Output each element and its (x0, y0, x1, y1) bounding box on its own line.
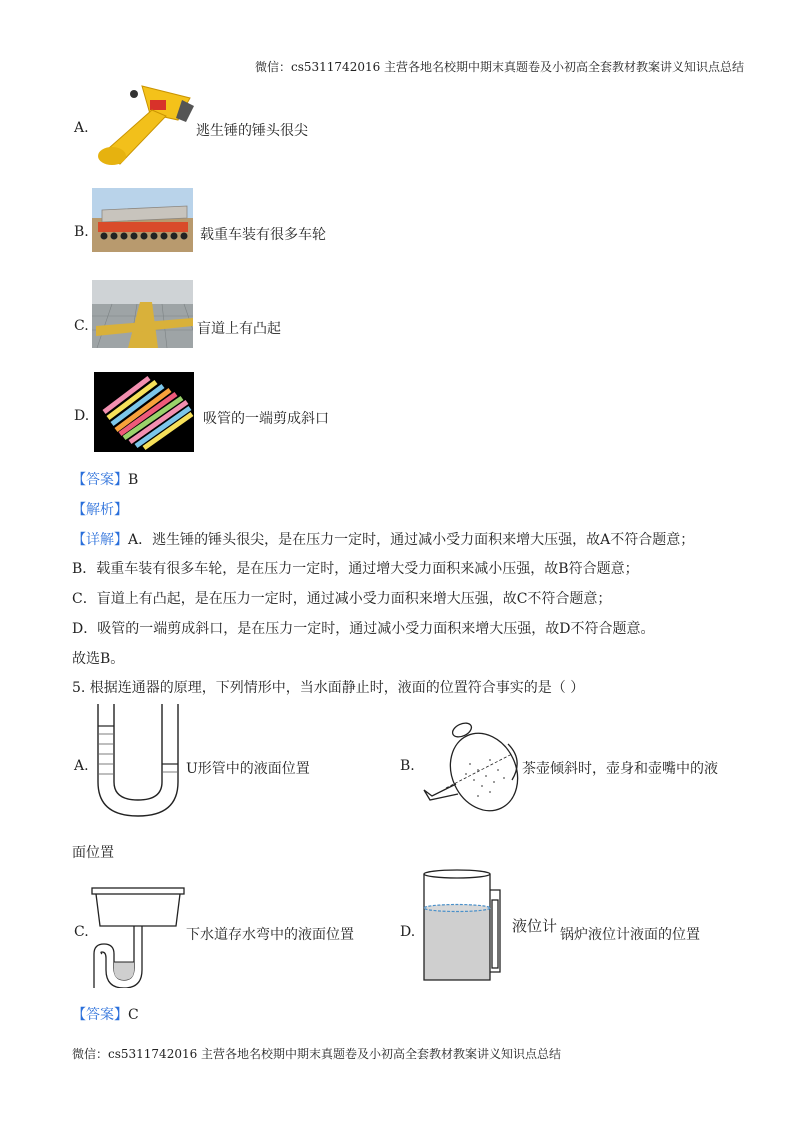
q5-option-a-letter: A. (74, 758, 89, 774)
q4-detail-a: A．逃生锤的锤头很尖，是在压力一定时，通过减小受力面积来增大压强，故A不符合题意； (128, 532, 695, 548)
q5-option-c-letter: C. (74, 924, 89, 940)
q4-option-c-letter: C. (74, 318, 89, 334)
q5-option-c-text: 下水道存水弯中的液面位置 (186, 927, 354, 943)
q5-stem: 5. 根据连通器的原理，下列情形中，当水面静止时，液面的位置符合事实的是（ ） (72, 680, 585, 696)
q5-option-d-text: 锅炉液位计液面的位置 (560, 927, 700, 943)
boiler-gauge-diagram (420, 868, 512, 984)
q4-option-b-text: 载重车装有很多车轮 (200, 227, 326, 243)
q4-detail-d: D．吸管的一端剪成斜口，是在压力一定时，通过减小受力面积来增大压强，故D不符合题意。 (72, 621, 655, 637)
q4-detail-tag: 【详解】 (72, 532, 128, 548)
q4-option-d-text: 吸管的一端剪成斜口 (203, 411, 329, 427)
sink-trap-diagram (90, 884, 186, 988)
gauge-label: 液位计 (512, 917, 558, 935)
q4-answer-line (72, 469, 138, 489)
page-header: 微信：cs5311742016 主营各地名校期中期末真题卷及小初高全套教材教案讲义知识点总结 (255, 60, 745, 74)
q4-detail-line-a (72, 529, 694, 549)
q4-option-b-letter: B. (74, 224, 89, 240)
q5-answer-tag: 【答案】 (72, 1007, 128, 1023)
q5-answer-value: C (128, 1007, 139, 1023)
q4-option-a-text: 逃生锤的锤头很尖 (196, 123, 308, 139)
q5-answer-line (72, 1004, 139, 1024)
q4-option-c-text: 盲道上有凸起 (197, 321, 281, 337)
escape-hammer-image (90, 76, 194, 168)
q4-option-a-letter: A. (74, 120, 89, 136)
u-tube-diagram (92, 702, 184, 820)
q4-conclusion: 故选B。 (72, 651, 125, 667)
q5-option-a-text: U形管中的液面位置 (186, 761, 310, 777)
q4-analysis-tag: 【解析】 (72, 502, 128, 518)
q4-detail-c: C．盲道上有凸起，是在压力一定时，通过减小受力面积来增大压强，故C不符合题意； (72, 591, 612, 607)
q4-answer-value: B (128, 472, 139, 488)
q5-option-b-continued: 面位置 (72, 845, 114, 861)
tactile-paving-image (92, 280, 193, 348)
q5-option-b-letter: B. (400, 758, 415, 774)
q5-option-d-letter: D. (400, 924, 416, 940)
teapot-diagram (420, 714, 522, 824)
page-footer: 微信：cs5311742016 主营各地名校期中期末真题卷及小初高全套教材教案讲义知识点总结 (72, 1047, 562, 1061)
q5-option-b-text: 茶壶倾斜时，壶身和壶嘴中的液 (522, 761, 718, 777)
heavy-truck-image (92, 188, 193, 252)
q4-detail-b: B．载重车装有很多车轮，是在压力一定时，通过增大受力面积来减小压强，故B符合题意； (72, 561, 639, 577)
q4-option-d-letter: D. (74, 408, 90, 424)
q4-answer-tag: 【答案】 (72, 472, 128, 488)
straws-image (94, 372, 194, 452)
